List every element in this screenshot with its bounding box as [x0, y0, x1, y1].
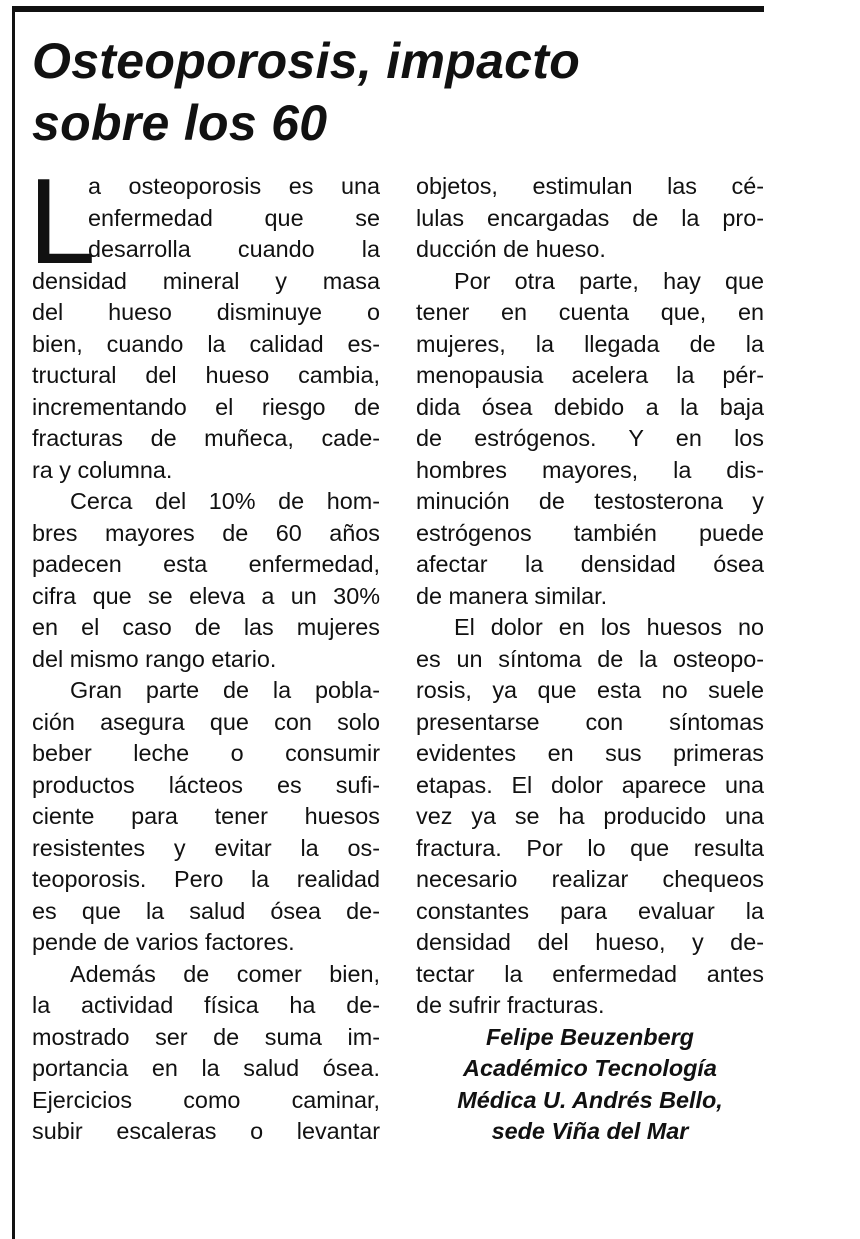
text-line: a osteoporosis es una [88, 173, 380, 199]
text-line: ra y columna. [32, 456, 173, 483]
left-column [28, 153, 380, 1148]
article-title [32, 30, 752, 154]
signature-line: sede Viña del Mar [491, 1118, 689, 1144]
text-line: subir escaleras o levantar [32, 1118, 380, 1144]
text-line: dida ósea debido a la baja [416, 393, 764, 420]
text-line: ción asegura que con solo [32, 708, 380, 735]
title-line: sobre los 60 [32, 95, 328, 151]
text-line: menopausia acelera la pér- [416, 362, 764, 388]
text-line: minución de testosterona y [416, 488, 764, 514]
text-line: hombres mayores, la dis- [416, 456, 764, 483]
text-line: tectar la enfermedad antes [416, 960, 764, 987]
signature-line: Felipe Beuzenberg [486, 1023, 694, 1050]
text-line: vez ya se ha producido una [416, 803, 764, 829]
text-line: tructural del hueso cambia, [32, 362, 380, 388]
text-line: mostrado ser de suma im- [32, 1023, 380, 1050]
text-line: del hueso disminuye o [32, 299, 380, 325]
text-line: del mismo rango etario. [32, 645, 277, 672]
text-line: padecen esta enfermedad, [32, 551, 380, 577]
text-line: rosis, ya que esta no suele [416, 677, 764, 703]
text-line: afectar la densidad ósea [416, 551, 764, 577]
text-line: necesario realizar chequeos [416, 866, 764, 892]
text-line: densidad del hueso, y de- [416, 929, 764, 955]
text-line: es un síntoma de la osteopo- [416, 645, 764, 672]
text-line: estrógenos también puede [416, 519, 764, 546]
top-rule [12, 6, 764, 12]
text-line: enfermedad que se [88, 204, 380, 231]
text-line: fracturas de muñeca, cade- [32, 425, 380, 451]
text-line: beber leche o consumir [32, 740, 380, 766]
text-line: bien, cuando la calidad es- [32, 330, 380, 357]
text-line: evidentes en sus primeras [416, 740, 764, 766]
text-line: de estrógenos. Y en los [416, 425, 764, 451]
text-line: incrementando el riesgo de [32, 393, 380, 420]
text-line: es que la salud ósea de- [32, 897, 380, 924]
text-line: Gran parte de la pobla- [70, 677, 380, 703]
text-line: objetos, estimulan las cé- [416, 173, 764, 199]
text-line: la actividad física ha de- [32, 992, 380, 1018]
signature-line: Médica U. Andrés Bello, [457, 1086, 723, 1113]
text-line: ciente para tener huesos [32, 803, 380, 829]
text-line: productos lácteos es sufi- [32, 771, 380, 798]
text-line: fractura. Por lo que resulta [416, 834, 764, 861]
text-line: desarrolla cuando la [88, 236, 380, 262]
right-column [416, 171, 764, 1148]
text-line: El dolor en los huesos no [454, 614, 764, 640]
text-line: presentarse con síntomas [416, 708, 764, 735]
text-line: resistentes y evitar la os- [32, 834, 380, 861]
text-line: densidad mineral y masa [32, 267, 380, 294]
text-line: Por otra parte, hay que [454, 267, 764, 294]
title-line: Osteoporosis, impacto [32, 33, 581, 89]
text-line: pende de varios factores. [32, 929, 295, 955]
text-line: teoporosis. Pero la realidad [32, 866, 380, 892]
text-line: de sufrir fracturas. [416, 992, 605, 1018]
left-rule [12, 6, 15, 1239]
text-line: ducción de hueso. [416, 236, 606, 262]
text-line: mujeres, la llegada de la [416, 330, 764, 357]
text-line: de manera similar. [416, 582, 608, 609]
text-line: en el caso de las mujeres [32, 614, 380, 640]
text-line: bres mayores de 60 años [32, 519, 380, 546]
text-line: tener en cuenta que, en [416, 299, 764, 325]
text-line: constantes para evaluar la [416, 897, 764, 924]
text-line: etapas. El dolor aparece una [416, 771, 764, 798]
text-line: portancia en la salud ósea. [32, 1055, 380, 1081]
text-line: lulas encargadas de la pro- [416, 204, 764, 231]
text-line: cifra que se eleva a un 30% [32, 582, 380, 609]
text-line: Además de comer bien, [70, 960, 380, 987]
text-line: Cerca del 10% de hom- [70, 488, 380, 514]
text-line: Ejercicios como caminar, [32, 1086, 380, 1113]
drop-cap: L [28, 153, 96, 289]
signature-line: Académico Tecnología [463, 1055, 717, 1081]
